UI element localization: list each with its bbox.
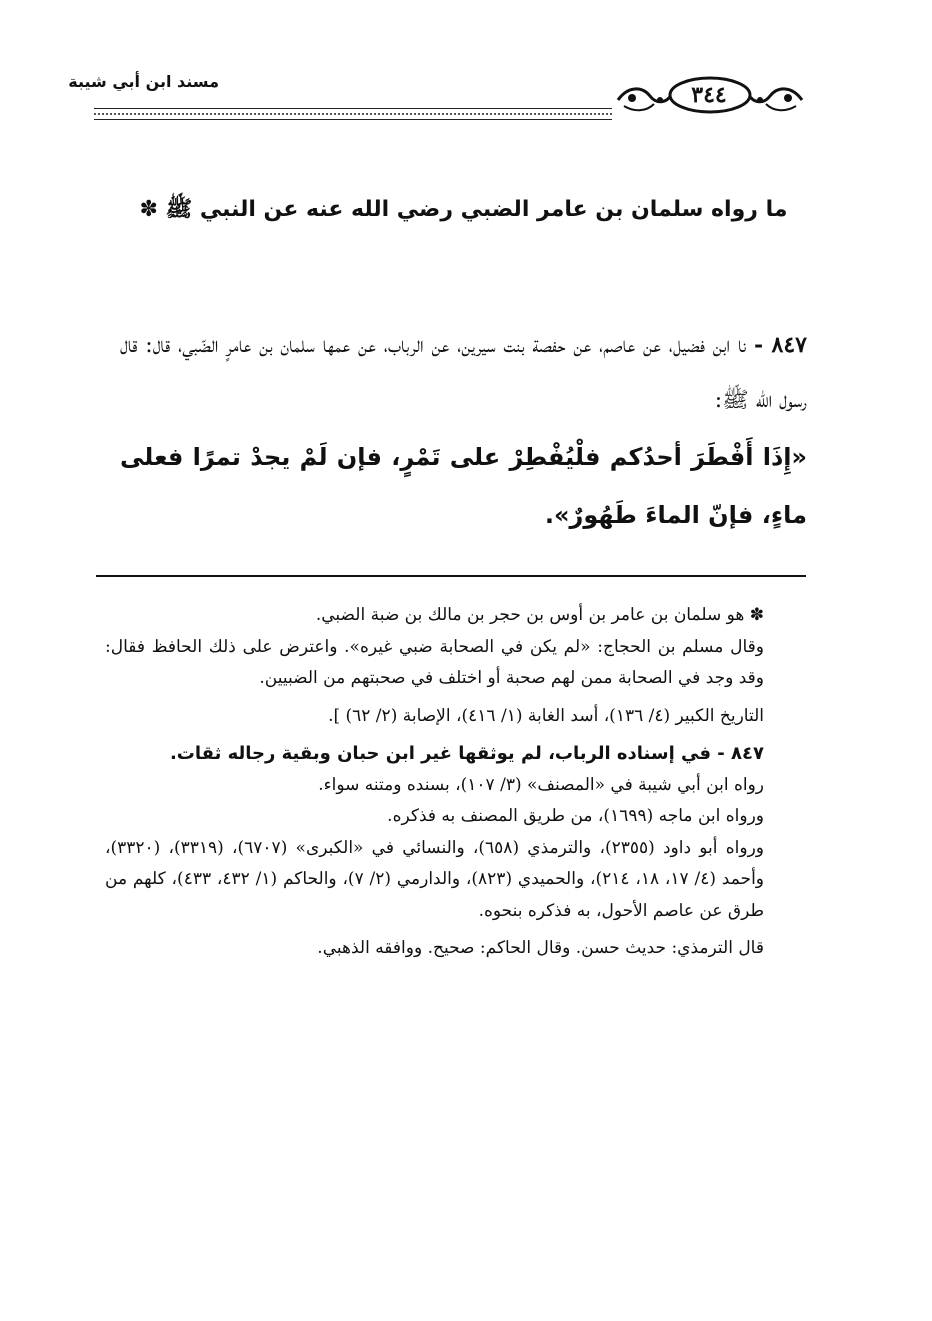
footnote-separator <box>96 575 806 577</box>
page-number: ٣٤٤ <box>691 82 727 108</box>
footnote-muslim-note: وقال مسلم بن الحجاج: «لم يكن في الصحابة ضبي غيره». واعترض على ذلك الحافظ فقال: وقد وجد في الصحابة ممن لهم صحبة أو اختلف في صحبتهم من الضبيين. <box>105 636 764 688</box>
hadith-number: ٨٤٧ - <box>753 332 807 358</box>
footnote-grading: قال الترمذي: حديث حسن. وقال الحاكم: صحيح. ووافقه الذهبي. <box>317 938 764 958</box>
hadith-matn: «إِذَا أَفْطَرَ أحدُكم فلْيُفْطِرْ على تَمْرٍ، فإن لَمْ يجدْ تمرًا فعلى ماءٍ، فإنّ الماءَ طَهُورٌ». <box>120 443 807 529</box>
footnote-hadith-grade: ٨٤٧ - في إسناده الرباب، لم يوثقها غير ابن حبان وبقية رجاله ثقات. <box>169 743 764 764</box>
footnote-other-narrators: ورواه أبو داود (٢٣٥٥)، والترمذي (٦٥٨)، والنسائي في «الكبرى» (٦٧٠٧)، (٣٣١٩)، (٣٣٢٠)، وأحمد (٤/ ١٧، ١٨، ٢١٤)، والحميدي (٨٢٣)، والدارمي (٢/ ٧)، والحاكم (١/ ٤٣٢، ٤٣٣)، كلهم من طرق عن عاصم الأحول، به فذكره بنحوه. <box>105 837 765 921</box>
section-title: ما رواه سلمان بن عامر الضبي رضي الله عنه عن النبي ﷺ ✽ <box>139 197 788 222</box>
footnotes <box>105 600 764 965</box>
running-title: مسند ابن أبي شيبة <box>68 72 219 91</box>
hadith-text <box>120 318 807 544</box>
footnote-ibn-abi-shaybah: رواه ابن أبي شيبة في «المصنف» (٣/ ١٠٧)، بسنده ومتنه سواء. <box>318 774 764 795</box>
footnote-ibn-majah: ورواه ابن ماجه (١٦٩٩)، من طريق المصنف به فذكره. <box>387 806 764 826</box>
hadith-isnad: نا ابن فضيل، عن عاصم، عن حفصة بنت سيرين، عن الرباب، عن عمها سلمان بن عامرٍ الضّبي، قال: قال رسول الله ﷺ: <box>120 333 807 413</box>
footnote-sources: التاريخ الكبير (٤/ ١٣٦)، أسد الغابة (١/ ٤١٦)، الإصابة (٢/ ٦٢) ]. <box>328 705 764 726</box>
header-rule <box>94 108 612 122</box>
footnote-biography: ✽ هو سلمان بن عامر بن أوس بن حجر بن مالك بن ضبة الضبي. <box>315 605 764 625</box>
